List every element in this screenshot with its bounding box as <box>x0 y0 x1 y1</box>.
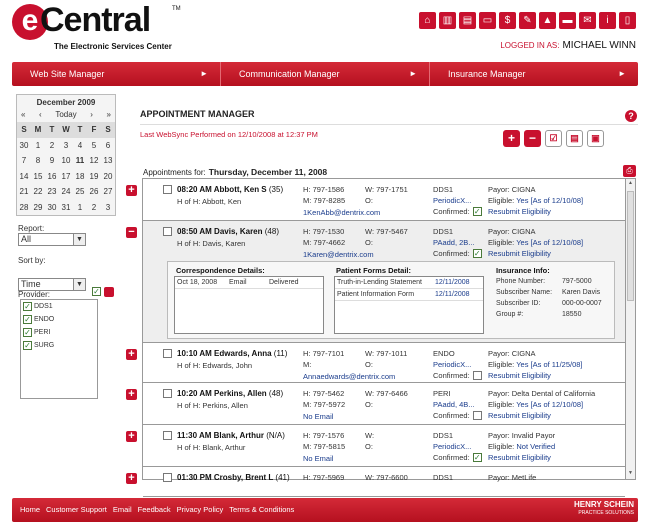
main-nav <box>12 62 638 86</box>
scroll-thumb[interactable] <box>627 191 634 301</box>
logged-in-label: LOGGED IN AS: <box>500 41 560 50</box>
appointment-row <box>143 221 625 343</box>
mobile-phone: M: 797-5972 <box>303 400 346 409</box>
footer-links <box>20 505 294 514</box>
calendar-day[interactable]: 23 <box>47 187 57 196</box>
appointment-row <box>143 179 625 221</box>
checkbox-checked[interactable]: ✓ <box>24 315 31 324</box>
patient-name[interactable]: 08:50 AM Davis, Karen (48) <box>177 227 279 236</box>
id-card-icon[interactable]: ▣ <box>587 130 604 147</box>
henry-schein-logo: HENRY SCHEIN PRACTICE SOLUTIONS <box>573 500 634 516</box>
calendar-day[interactable]: 26 <box>89 187 99 196</box>
top-toolbar <box>419 12 636 29</box>
work-phone: W: <box>365 431 375 440</box>
home-phone: H: 797-1576 <box>303 431 345 440</box>
footer-link-terms[interactable]: Terms & Conditions <box>229 505 295 514</box>
work-phone: W: 797-1011 <box>365 349 408 358</box>
chevron-right-icon: ► <box>200 69 208 78</box>
calendar-day[interactable]: 1 <box>35 140 41 150</box>
patient-name[interactable]: 08:20 AM Abbott, Ken S (35) <box>177 185 284 194</box>
row-select-checkbox[interactable] <box>163 473 172 482</box>
procedure-codes[interactable]: PAadd, 4B... <box>433 400 475 409</box>
row-select-checkbox[interactable] <box>163 431 172 440</box>
today-button[interactable]: Today <box>55 110 77 119</box>
patient-email[interactable]: 1KenAbb@dentrix.com <box>303 208 381 217</box>
next-month-button[interactable]: › <box>90 110 93 119</box>
checkbox-checked[interactable]: ✓ <box>24 341 31 350</box>
provider-list <box>20 299 98 399</box>
calendar-day[interactable]: 30 <box>47 202 57 212</box>
head-of-household: H of H: Edwards, John <box>177 361 253 370</box>
calendar-day-header: F <box>87 122 101 138</box>
calendar-day[interactable]: 4 <box>77 140 83 150</box>
provider-label: Provider: <box>18 290 51 299</box>
calendar-day[interactable]: 2 <box>49 140 55 150</box>
calendar-day[interactable]: 3 <box>63 140 69 150</box>
calendar-day[interactable]: 7 <box>21 156 27 165</box>
provider-item[interactable]: ✓ DDS1 <box>24 302 53 311</box>
confirmed-field: Confirmed: ✓ <box>433 249 481 258</box>
appointment-row <box>143 343 625 383</box>
clear-providers-icon[interactable] <box>104 287 114 297</box>
appointment-details <box>167 261 615 339</box>
calendar-day[interactable]: 9 <box>49 156 55 165</box>
calendar-day[interactable]: 19 <box>89 171 99 181</box>
home-phone: H: 797-1586 <box>303 185 345 194</box>
help-icon[interactable]: ? <box>625 110 637 122</box>
calendar-day-header: T <box>45 122 59 138</box>
payor: Payor: CIGNA <box>488 227 536 236</box>
insurance-value: Karen Davis <box>562 289 601 296</box>
info-icon[interactable]: i <box>599 12 616 29</box>
appointment-row <box>143 425 625 467</box>
calendar-day[interactable]: 5 <box>91 140 97 150</box>
resubmit-eligibility-link[interactable]: Resubmit Eligibility <box>488 249 551 258</box>
footer-link-email[interactable]: Email <box>112 505 132 514</box>
insurance-label: Group #: <box>496 311 524 318</box>
nav-communication-manager[interactable]: Communication Manager ► <box>221 62 430 86</box>
row-select-checkbox[interactable] <box>163 389 172 398</box>
work-phone: W: 797-6600 <box>365 473 408 482</box>
calendar-day[interactable]: 14 <box>19 171 29 181</box>
home-phone: H: 797-7101 <box>303 349 345 358</box>
calendar-day[interactable]: 29 <box>33 202 43 212</box>
row-select-checkbox[interactable] <box>163 227 172 236</box>
payor: Payor: CIGNA <box>488 349 536 358</box>
patient-name[interactable]: 10:20 AM Perkins, Allen (48) <box>177 389 284 398</box>
footer-link-support[interactable]: Customer Support <box>46 505 107 514</box>
appointments-for: Appointments for: Thursday, December 11, 2008 <box>143 167 328 177</box>
other-phone: O: <box>365 400 373 409</box>
laptop-icon[interactable]: ▬ <box>559 12 576 29</box>
correspondence-row: Oct 18, 2008 Email Delivered <box>175 277 323 289</box>
logo-tagline: The Electronic Services Center <box>54 42 172 51</box>
head-of-household: H of H: Blank, Arthur <box>177 443 246 452</box>
expand-icon[interactable]: + <box>126 185 137 196</box>
calendar-month-title: December 2009 <box>36 98 96 107</box>
calendar-day-header: T <box>73 122 87 138</box>
checklist-icon[interactable]: ☑ <box>545 130 562 147</box>
patient-name[interactable]: 11:30 AM Blank, Arthur (N/A) <box>177 431 285 440</box>
eligibility: Eligible: Yes [As of 12/10/08] <box>488 196 584 205</box>
page-title: APPOINTMENT MANAGER <box>140 109 255 119</box>
next-year-button[interactable]: » <box>106 110 111 119</box>
insurance-title: Insurance Info: <box>496 266 550 275</box>
list-scrollbar[interactable] <box>626 178 636 480</box>
expand-all-icon[interactable]: + <box>503 130 520 147</box>
home-icon[interactable]: ⌂ <box>419 12 436 29</box>
appointments-date: Thursday, December 11, 2008 <box>208 167 328 177</box>
calendar-day[interactable]: 6 <box>105 140 111 150</box>
calendar-day[interactable]: 8 <box>35 156 41 165</box>
document-icon[interactable]: ▤ <box>566 130 583 147</box>
provider-code: DDS1 <box>433 185 454 194</box>
prev-month-button[interactable]: ‹ <box>39 110 42 119</box>
logo-wordmark: Central <box>40 1 151 39</box>
calendar-day[interactable]: 24 <box>61 187 71 196</box>
correspondence-title: Correspondence Details: <box>176 266 265 275</box>
calendar-day[interactable]: 15 <box>33 171 43 181</box>
patient-email[interactable]: Annaedwards@dentrix.com <box>303 372 396 381</box>
calendar-day[interactable]: 25 <box>75 187 85 196</box>
building-icon[interactable]: ▥ <box>439 12 456 29</box>
mobile-phone: M: <box>303 360 312 369</box>
collapse-all-icon[interactable]: − <box>524 130 541 147</box>
patient-name[interactable]: 01:30 PM Crosby, Brent L (41) <box>177 473 290 482</box>
confirmed-checkbox[interactable]: ✓ <box>473 453 481 462</box>
patient-email[interactable]: No Email <box>303 412 334 421</box>
calendar-day-header: S <box>101 122 115 138</box>
logo-e: e <box>12 4 48 40</box>
insurance-value: 797-5000 <box>562 278 592 285</box>
row-select-checkbox[interactable] <box>163 185 172 194</box>
print-icon[interactable]: ⎙ <box>623 165 636 177</box>
confirmed-field: Confirmed: <box>433 371 482 380</box>
chevron-down-icon: ▼ <box>73 279 85 290</box>
provider-item[interactable]: ✓ SURG <box>24 341 55 350</box>
provider-item[interactable]: ✓ PERI <box>24 328 51 337</box>
calendar-nav <box>17 110 115 122</box>
footer-link-privacy[interactable]: Privacy Policy <box>176 505 224 514</box>
confirmed-checkbox[interactable]: ✓ <box>473 207 481 216</box>
correspondence-table <box>174 276 324 334</box>
checkbox-checked[interactable]: ✓ <box>24 302 31 311</box>
checkbox-checked[interactable]: ✓ <box>24 328 31 337</box>
eligibility: Eligible: Yes [As of 12/10/08] <box>488 400 584 409</box>
calendar-day[interactable]: 18 <box>75 171 85 181</box>
calendar-day-header: W <box>59 122 73 138</box>
chevron-down-icon: ▼ <box>73 234 85 245</box>
payor: Payor: CIGNA <box>488 185 536 194</box>
calendar-day[interactable]: 10 <box>61 156 71 165</box>
other-phone: O: <box>365 238 373 247</box>
calendar-day[interactable]: 22 <box>33 187 43 196</box>
calendar-day[interactable]: 30 <box>19 140 29 150</box>
insurance-value: 000-00-0007 <box>562 300 602 307</box>
logged-in-status <box>500 40 636 51</box>
forms-title: Patient Forms Detail: <box>336 266 412 275</box>
mini-calendar <box>16 94 116 216</box>
chevron-right-icon: ► <box>409 69 417 78</box>
appointment-list <box>128 178 626 484</box>
confirmed-field: Confirmed: ✓ <box>433 207 481 216</box>
other-phone: O: <box>365 360 373 369</box>
eligibility: Eligible: Not Verified <box>488 442 556 451</box>
insurance-label: Subscriber Name: <box>496 289 553 296</box>
head-of-household: H of H: Davis, Karen <box>177 239 246 248</box>
logo-trademark: TM <box>172 6 181 12</box>
report-label: Report: <box>18 224 45 233</box>
confirmed-checkbox[interactable] <box>473 371 482 380</box>
provider-code: DDS1 <box>433 431 454 440</box>
prev-year-button[interactable]: « <box>21 110 26 119</box>
calendar-day[interactable]: 2 <box>91 202 97 212</box>
appointment-row <box>143 383 625 425</box>
provider-code: PERI <box>433 389 451 398</box>
calendar-day-header: M <box>31 122 45 138</box>
sort-label: Sort by: <box>18 256 46 265</box>
eligibility: Eligible: Yes [As of 11/25/08] <box>488 360 583 369</box>
form-row: Truth-in-Lending Statement 12/11/2008 <box>335 277 483 289</box>
select-all-providers-icon[interactable]: ✓ <box>93 287 100 296</box>
procedure-codes[interactable]: PeriodicX... <box>433 196 472 205</box>
report-select[interactable]: All ▼ <box>18 233 86 246</box>
patient-name[interactable]: 10:10 AM Edwards, Anna (11) <box>177 349 288 358</box>
calendar-day[interactable]: 17 <box>61 171 71 181</box>
calendar-day[interactable]: 21 <box>19 187 29 196</box>
scroll-up-icon[interactable]: ▲ <box>628 180 633 186</box>
home-phone: H: 797-5462 <box>303 389 345 398</box>
mobile-phone: M: 797-4662 <box>303 238 346 247</box>
collapse-icon[interactable]: − <box>126 227 137 238</box>
calendar-grid <box>17 122 115 215</box>
confirmed-checkbox[interactable]: ✓ <box>473 249 481 258</box>
exit-door-icon[interactable]: ▯ <box>619 12 636 29</box>
insurance-label: Subscriber ID: <box>496 300 541 307</box>
calendar-day[interactable]: 28 <box>19 202 29 212</box>
calendar-day[interactable]: 27 <box>103 187 113 196</box>
calendar-day[interactable]: 1 <box>77 202 83 212</box>
calendar-day[interactable]: 20 <box>103 171 113 181</box>
forms-table <box>334 276 484 334</box>
nav-web-site-manager[interactable]: Web Site Manager ► <box>12 62 221 86</box>
expand-icon[interactable]: + <box>126 349 137 360</box>
patient-email[interactable]: No Email <box>303 454 334 463</box>
payor: Payor: Delta Dental of California <box>488 389 596 398</box>
procedure-codes[interactable]: PeriodicX... <box>433 360 472 369</box>
work-phone: W: 797-6466 <box>365 389 408 398</box>
confirmed-field: Confirmed: <box>433 411 482 420</box>
provider-code: ENDO <box>433 349 455 358</box>
expand-icon[interactable]: + <box>126 431 137 442</box>
chevron-right-icon: ► <box>618 69 626 78</box>
dollar-icon[interactable]: $ <box>499 12 516 29</box>
calendar-day[interactable]: 3 <box>105 202 111 212</box>
mobile-phone: M: 797-5815 <box>303 442 346 451</box>
row-select-checkbox[interactable] <box>163 349 172 358</box>
mobile-phone: M: 797-8285 <box>303 196 346 205</box>
home-phone: H: 797-5969 <box>303 473 345 482</box>
footer-link-feedback[interactable]: Feedback <box>137 505 171 514</box>
expand-icon[interactable]: + <box>126 389 137 400</box>
work-phone: W: 797-1751 <box>365 185 408 194</box>
calendar-day[interactable]: 11 <box>75 156 85 165</box>
calendar-day[interactable]: 16 <box>47 171 57 181</box>
mail-icon[interactable]: ✉ <box>579 12 596 29</box>
confirmed-checkbox[interactable] <box>473 411 482 420</box>
provider-code: DDS1 <box>433 227 454 236</box>
expand-icon[interactable]: + <box>126 473 137 484</box>
eligibility: Eligible: Yes [As of 12/10/08] <box>488 238 584 247</box>
appointment-toolbar <box>503 130 604 147</box>
procedure-codes[interactable]: PeriodicX... <box>433 442 472 451</box>
footer-link-home[interactable]: Home <box>20 505 41 514</box>
resubmit-eligibility-link[interactable]: Resubmit Eligibility <box>488 371 551 380</box>
other-phone: O: <box>365 442 373 451</box>
patient-email[interactable]: 1Karen@dentrix.com <box>303 250 374 259</box>
other-phone: O: <box>365 196 373 205</box>
payor: Payor: Invalid Payor <box>488 431 556 440</box>
resubmit-eligibility-link[interactable]: Resubmit Eligibility <box>488 453 551 462</box>
websync-status: Last WebSync Performed on 12/10/2008 at 12:37 PM <box>140 130 318 139</box>
scroll-down-icon[interactable]: ▼ <box>628 470 633 476</box>
home-phone: H: 797-1530 <box>303 227 345 236</box>
nav-insurance-manager[interactable]: Insurance Manager ► <box>430 62 638 86</box>
calendar-day[interactable]: 12 <box>89 156 99 165</box>
calendar-day[interactable]: 31 <box>61 202 71 212</box>
appointment-row <box>143 467 625 497</box>
form-row: Patient Information Form 12/11/2008 <box>335 289 483 301</box>
resubmit-eligibility-link[interactable]: Resubmit Eligibility <box>488 207 551 216</box>
graduation-cap-icon[interactable]: ▲ <box>539 12 556 29</box>
provider-code: DDS1 <box>433 473 454 482</box>
work-phone: W: 797-5467 <box>365 227 408 236</box>
calendar-day-header: S <box>17 122 31 138</box>
calendar-day[interactable]: 13 <box>103 156 113 165</box>
sort-select[interactable]: Time ▼ <box>18 278 86 291</box>
document-icon[interactable]: ▤ <box>459 12 476 29</box>
user-name: MICHAEL WINN <box>562 40 636 51</box>
clipboard-icon[interactable]: ✎ <box>519 12 536 29</box>
provider-item[interactable]: ✓ ENDO <box>24 315 55 324</box>
head-of-household: H of H: Perkins, Allen <box>177 401 248 410</box>
insurance-label: Phone Number: <box>496 278 546 285</box>
divider <box>140 124 638 125</box>
procedure-codes[interactable]: PAadd, 2B... <box>433 238 475 247</box>
monitor-icon[interactable]: ▭ <box>479 12 496 29</box>
confirmed-field: Confirmed: ✓ <box>433 453 481 462</box>
insurance-value: 18550 <box>562 311 582 318</box>
head-of-household: H of H: Abbott, Ken <box>177 197 242 206</box>
resubmit-eligibility-link[interactable]: Resubmit Eligibility <box>488 411 551 420</box>
payor: Payor: MetLife <box>488 473 537 482</box>
